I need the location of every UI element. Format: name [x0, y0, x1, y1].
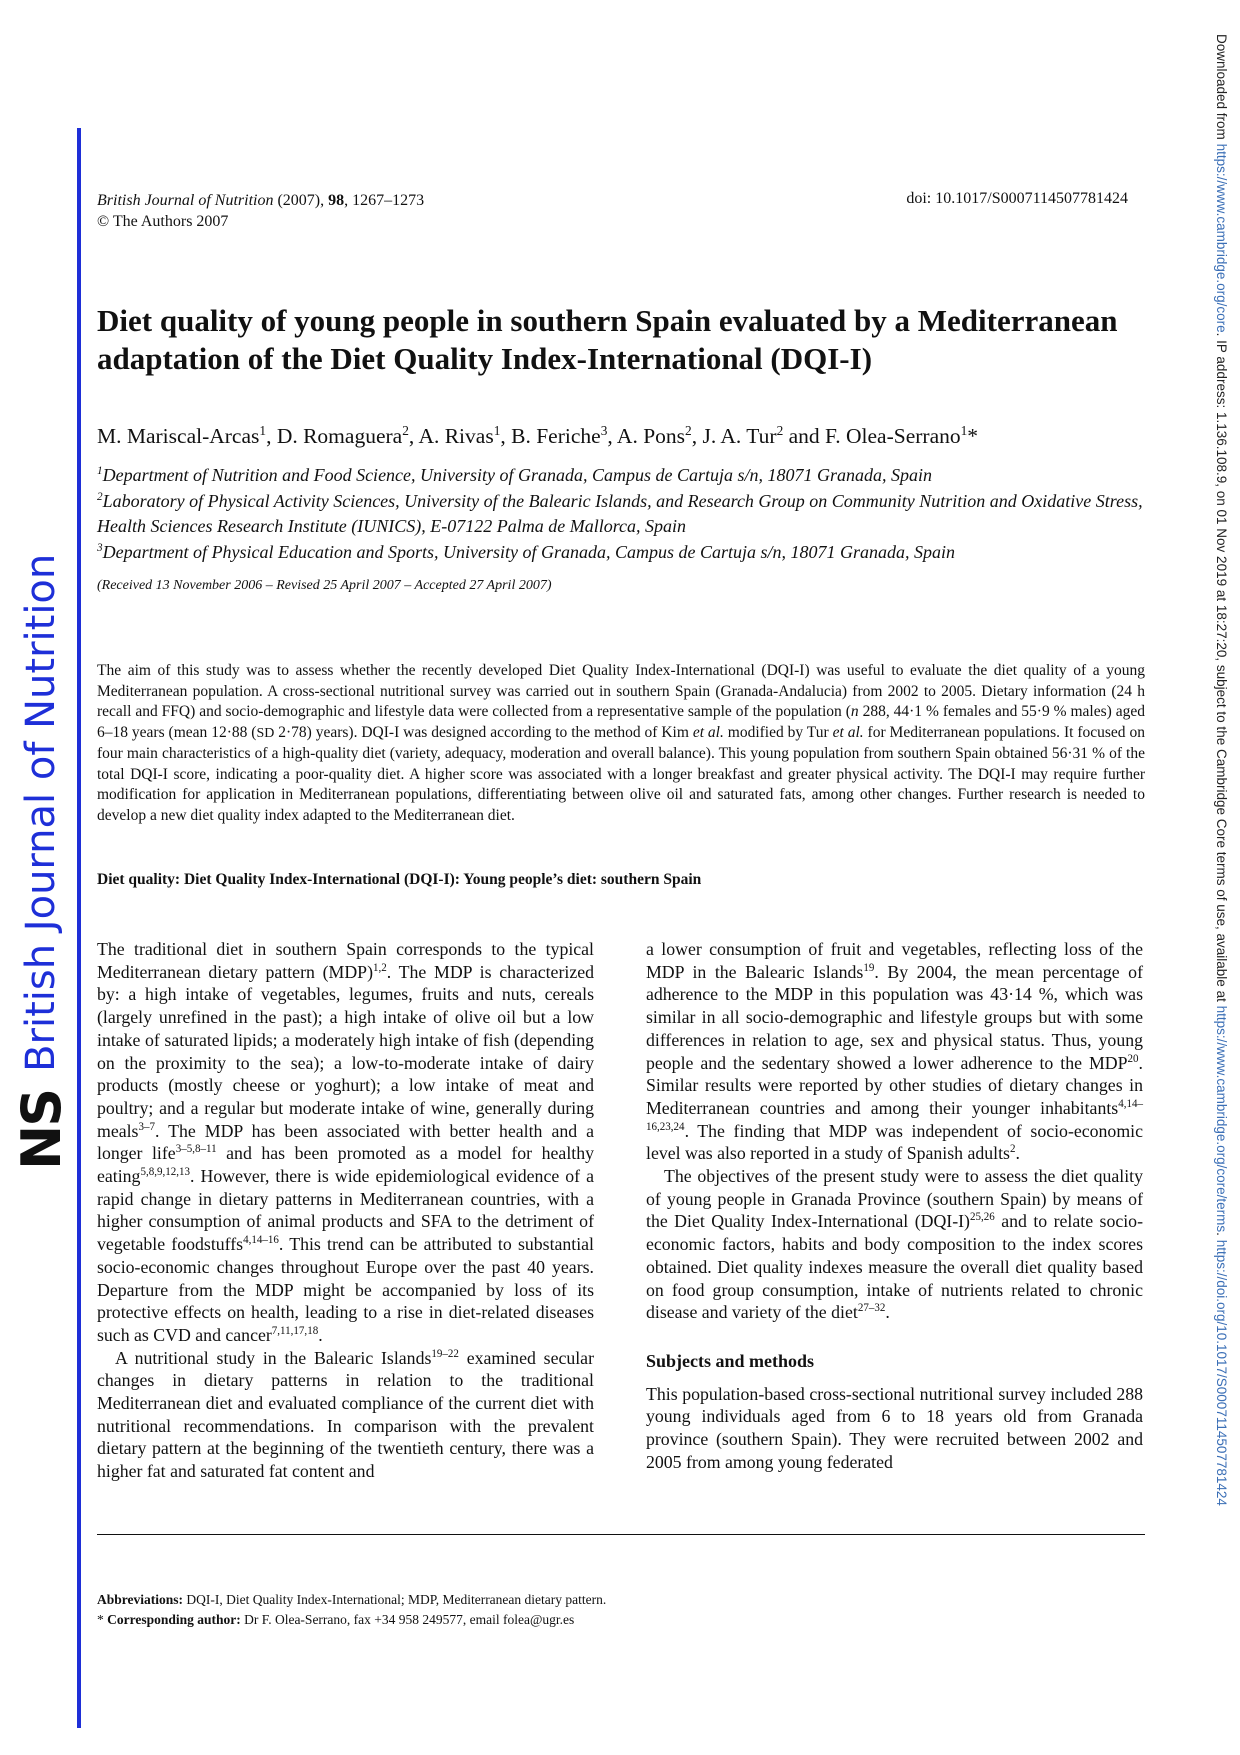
affiliations	[97, 463, 1147, 565]
citation-line: British Journal of Nutrition (2007), 98, 1267–1273	[97, 192, 425, 209]
body-column-right	[646, 938, 1143, 1473]
journal-brand-vertical	[6, 553, 76, 1170]
doi-header: doi: 10.1017/S0007114507781424	[906, 190, 1128, 207]
terms-link[interactable]: https://www.cambridge.org/core/terms	[1214, 1005, 1229, 1233]
abbreviations-note: Abbreviations: DQI-I, Diet Quality Index-International; MDP, Mediterranean dietary pattern.	[97, 1592, 607, 1607]
received-dates: (Received 13 November 2006 – Revised 25 April 2007 – Accepted 27 April 2007)	[97, 578, 552, 593]
body-column-left	[97, 938, 594, 1483]
ns-logo: NS	[9, 1089, 73, 1170]
keywords: Diet quality: Diet Quality Index-International (DQI-I): Young people’s diet: southern Spain	[97, 871, 702, 888]
paragraph: The traditional diet in southern Spain corresponds to the typical Mediterranean dietary pattern (MDP)$^{1,2}$. The MDP is characterized by: a high intake of vegetables, legumes, fruits and nuts, cereals (largely unrefined in the past); a high intake of olive oil but a low intake of saturated lipids; a moderately high intake of fish (depending on the proximity to the sea); a low-to-moderate intake of dairy products (mostly cheese or yoghurt); a low intake of meat and poultry; and a regular but moderate intake of wine, generally during meals$^{3-7}$. The MDP has been associated with better health and a longer life$^{3-5,8-11}$ and has been promoted as a model for healthy eating$^{5,8,9,12,13}$. However, there is wide epidemiological evidence of a rapid change in dietary patterns in Mediterranean countries, with a higher consumption of animal products and SFA to the detriment of vegetable foodstuffs$^{4,14-16}$. This trend can be attributed to substantial socio-economic changes throughout Europe over the past 40 years. Departure from the MDP might be accompanied by loss of its protective effects on health, leading to a rise in diet-related diseases such as CVD and cancer$^{7,11,17,18}$.	[97, 939, 595, 1345]
article-title: Diet quality of young people in southern Spain evaluated by a Mediterranean adaptation of the Diet Quality Index-International (DQI-I)	[97, 303, 1118, 376]
affiliation-3: $^3$Department of Physical Education and Sports, University of Granada, Campus de Cartuja s/n, 18071 Granada, Spain	[97, 541, 956, 562]
section-heading: Subjects and methods	[646, 1350, 815, 1371]
copyright-line: © The Authors 2007	[97, 213, 229, 230]
citation-header	[97, 190, 424, 232]
footnote-divider	[97, 1534, 1145, 1535]
journal-name-vertical: British Journal of Nutrition	[18, 553, 64, 1072]
paragraph: The objectives of the present study were to assess the diet quality of young people in Granada Province (southern Spain) by means of the Diet Quality Index-International $(DQI-I)^{25,26}$ and to relate socio-economic factors, habits and body composition to the index scores obtained. Diet quality indexes measure the overall diet quality based on food group consumption, intake of nutrients related to chronic disease and variety of the diet$^{27-32}$.	[646, 1166, 1143, 1323]
doi-link[interactable]: https://doi.org/10.1017/S0007114507781424	[1214, 1239, 1229, 1506]
footnotes	[97, 1590, 606, 1630]
core-link[interactable]: https://www.cambridge.org/core	[1214, 143, 1229, 333]
author-list: M. Mariscal-Arcas$^1$, D. Romaguera$^2$, A. Rivas$^1$, B. Feriche$^3$, A. Pons$^2$, J. A. Tur$^2$ and F. Olea-Serrano$^1$*	[97, 422, 979, 448]
journal-accent-bar	[77, 128, 81, 1728]
abstract: The aim of this study was to assess whether the recently developed Diet Quality Index-International (DQI-I) was useful to evaluate the diet quality of a young Mediterranean population. A cross-sectional nutritional survey was carried out in southern Spain (Granada-Andalucia) from 2002 to 2005. Dietary information (24 h recall and FFQ) and socio-demographic and lifestyle data were collected from a representative sample of the population (n 288, 44·1 % females and 55·9 % males) aged 6–18 years (mean 12·88 (SD 2·78) years). DQI-I was designed according to the method of Kim et al. modified by Tur et al. for Mediterranean populations. It focused on four main characteristics of a high-quality diet (variety, adequacy, moderation and overall balance). This young population from southern Spain obtained 56·31 % of the total DQI-I score, indicating a poor-quality diet. A higher score was associated with a longer breakfast and greater physical activity. The DQI-I may require further modification for application in Mediterranean populations, differentiating between olive oil and saturated fats, among other changes. Further research is needed to develop a new diet quality index adapted to the Mediterranean diet.	[97, 662, 1146, 824]
corresponding-author-note: * Corresponding author: Dr F. Olea-Serrano, fax +34 958 249577, email folea@ugr.es	[97, 1612, 575, 1627]
affiliation-2: $^2$Laboratory of Physical Activity Sciences, University of the Balearic Islands, and Research Group on Community Nutrition and Oxidative Stress, Health Sciences Research Institute (IUNICS), E-07122 Palma de Mallorca, Spain	[97, 490, 1143, 536]
paragraph: This population-based cross-sectional nutritional survey included 288 young individuals aged from 6 to 18 years old from Granada province (southern Spain). They were recruited between 2002 and 2005 from among young federated	[646, 1383, 1143, 1472]
download-notice: Downloaded from https://www.cambridge.org/core. IP address: 1.136.108.9, on 01 Nov 2019 at 18:27:20, subject to the Cambridge Core terms of use, available at https://www.cambridge.org/core/terms. https://doi.org/10.1017/S0007114507781424	[1214, 34, 1229, 1506]
affiliation-1: $^1$Department of Nutrition and Food Science, University of Granada, Campus de Cartuja s/n, 18071 Granada, Spain	[97, 465, 933, 485]
paragraph: a lower consumption of fruit and vegetables, reflecting loss of the MDP in the Balearic Islands$^{19}$. By 2004, the mean percentage of adherence to the MDP in this population was 43·14 %, which was similar in all socio-demographic and lifestyle groups but with some differences in relation to age, sex and physical status. Thus, young people and the sedentary showed a lower adherence to the MDP$^{20}$. Similar results were reported by other studies of dietary changes in Mediterranean countries and among their younger inhabitants$^{4,14-16,23,24}$. The finding that MDP was independent of socio-economic level was also reported in a study of Spanish adults$^2$.	[646, 939, 1143, 1164]
paragraph: A nutritional study in the Balearic Islands$^{19-22}$ examined secular changes in dietary patterns in relation to the traditional Mediterranean diet and evaluated compliance of the current diet with nutritional recommendations. In comparison with the prevalent dietary pattern at the beginning of the twentieth century, there was a higher fat and saturated fat content and	[97, 1347, 594, 1482]
